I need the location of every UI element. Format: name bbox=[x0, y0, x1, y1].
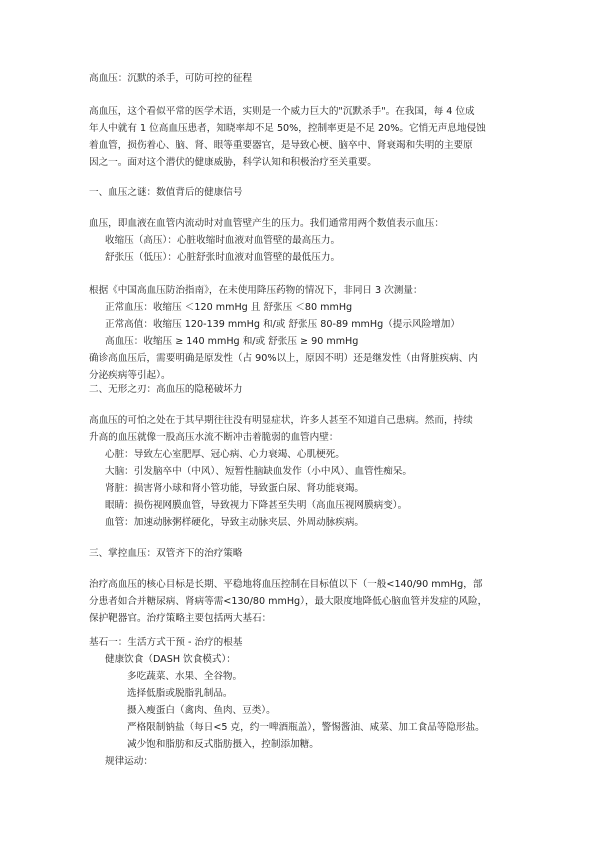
intro-line: 年人中就有 1 位高血压患者，知晓率却不足 50%，控制率更是不足 20%。它悄无声息地侵蚀 bbox=[89, 123, 486, 134]
section2-heading bbox=[89, 381, 521, 398]
harm-intro-line: 升高的血压就像一股高压水流不断冲击着脆弱的血管内壁： bbox=[89, 432, 339, 443]
intro-paragraph bbox=[89, 103, 521, 171]
standards-intro: 根据《中国高血压防治指南》，在未使用降压药物的情况下，非同日 3 次测量： bbox=[89, 285, 423, 296]
diet-item: 多吃蔬菜、水果、全谷物。 bbox=[127, 671, 243, 682]
standard-item: 正常高值：收缩压 120-139 mmHg 和/或 舒张压 80-89 mmHg（提示风险增加） bbox=[105, 319, 460, 330]
diet-item: 严格限制钠盐（每日<5 克，约一啤酒瓶盖），警惕酱油、咸菜、加工食品等隐形盐。 bbox=[127, 722, 485, 733]
blood-pressure-definition bbox=[89, 215, 521, 266]
harm-intro-line: 高血压的可怕之处在于其早期往往没有明显症状，许多人甚至不知道自己患病。然而，持续 bbox=[89, 415, 473, 426]
goal-line: 保护靶器官。治疗策略主要包括两大基石： bbox=[89, 613, 272, 624]
diet-item: 减少饱和脂肪和反式脂肪摄入，控制添加糖。 bbox=[127, 739, 319, 750]
base1-title: 基石一：生活方式干预 - 治疗的根基 bbox=[89, 637, 243, 648]
diagnosis-standards bbox=[89, 282, 521, 384]
organ-item-eye: 眼睛：损伤视网膜血管，导致视力下降甚至失明（高血压视网膜病变）。 bbox=[105, 500, 408, 511]
intro-line: 因之一。面对这个潜伏的健康威胁，科学认知和积极治疗至关重要。 bbox=[89, 157, 377, 168]
goal-line: 治疗高血压的核心目标是长期、平稳地将血压控制在目标值以下（一般<140/90 mmHg，部 bbox=[89, 579, 483, 590]
organ-item-heart: 心脏：导致左心室肥厚、冠心病、心力衰竭、心肌梗死。 bbox=[105, 449, 345, 460]
diet-item: 摄入瘦蛋白（禽肉、鱼肉、豆类）。 bbox=[127, 705, 276, 716]
intro-line: 高血压，这个看似平常的医学术语，实则是一个威力巨大的"沉默杀手"。在我国，每 4 位成 bbox=[89, 106, 475, 117]
goal-line: 分患者如合并糖尿病、肾病等需<130/80 mmHg），最大限度地降低心脑血管并发症的风险， bbox=[89, 596, 488, 607]
organ-item-kidney: 肾脏：损害肾小球和肾小管功能，导致蛋白尿、肾功能衰竭。 bbox=[105, 483, 365, 494]
section3-heading bbox=[89, 545, 521, 562]
definition-line: 血压，即血液在血管内流动时对血管壁产生的压力。我们通常用两个数值表示血压： bbox=[89, 218, 444, 229]
exercise-title: 规律运动： bbox=[105, 756, 153, 767]
standards-outro-line: 分泌疾病等引起）。 bbox=[89, 370, 171, 381]
definition-line: 舒张压（低压）：心脏舒张时血液对血管壁的最低压力。 bbox=[105, 252, 341, 263]
standard-item: 高血压：收缩压 ≥ 140 mmHg 和/或 舒张压 ≥ 90 mmHg bbox=[105, 336, 359, 347]
standards-outro-line: 确诊高血压后，需要明确是原发性（占 90%以上，原因不明）还是继发性（由肾脏疾病、内 bbox=[89, 353, 478, 364]
treatment-goal-paragraph bbox=[89, 576, 521, 627]
section-heading-text: 二、无形之刃：高血压的隐秘破坏力 bbox=[89, 384, 243, 395]
document-title bbox=[89, 70, 521, 87]
section-heading-text: 一、血压之谜：数值背后的健康信号 bbox=[89, 187, 243, 198]
organ-item-brain: 大脑：引发脑卒中（中风）、短暂性脑缺血发作（小中风）、血管性痴呆。 bbox=[105, 466, 412, 477]
intro-line: 着血管，损伤着心、脑、肾、眼等重要器官，是导致心梗、脑卒中、肾衰竭和失明的主要原 bbox=[89, 140, 473, 151]
organ-damage-paragraph bbox=[89, 412, 521, 531]
diet-title: 健康饮食（DASH 饮食模式）： bbox=[105, 654, 236, 665]
lifestyle-intervention bbox=[89, 634, 521, 770]
section-heading-text: 三、掌控血压：双管齐下的治疗策略 bbox=[89, 548, 243, 559]
standard-item: 正常血压：收缩压 ＜120 mmHg 且 舒张压 ＜80 mmHg bbox=[105, 302, 353, 313]
title-text: 高血压：沉默的杀手，可防可控的征程 bbox=[89, 73, 253, 84]
definition-line: 收缩压（高压）：心脏收缩时血液对血管壁的最高压力。 bbox=[105, 235, 341, 246]
organ-item-vessel: 血管：加速动脉粥样硬化，导致主动脉夹层、外周动脉疾病。 bbox=[105, 517, 365, 528]
section1-heading bbox=[89, 184, 521, 201]
diet-item: 选择低脂或脱脂乳制品。 bbox=[127, 688, 233, 699]
